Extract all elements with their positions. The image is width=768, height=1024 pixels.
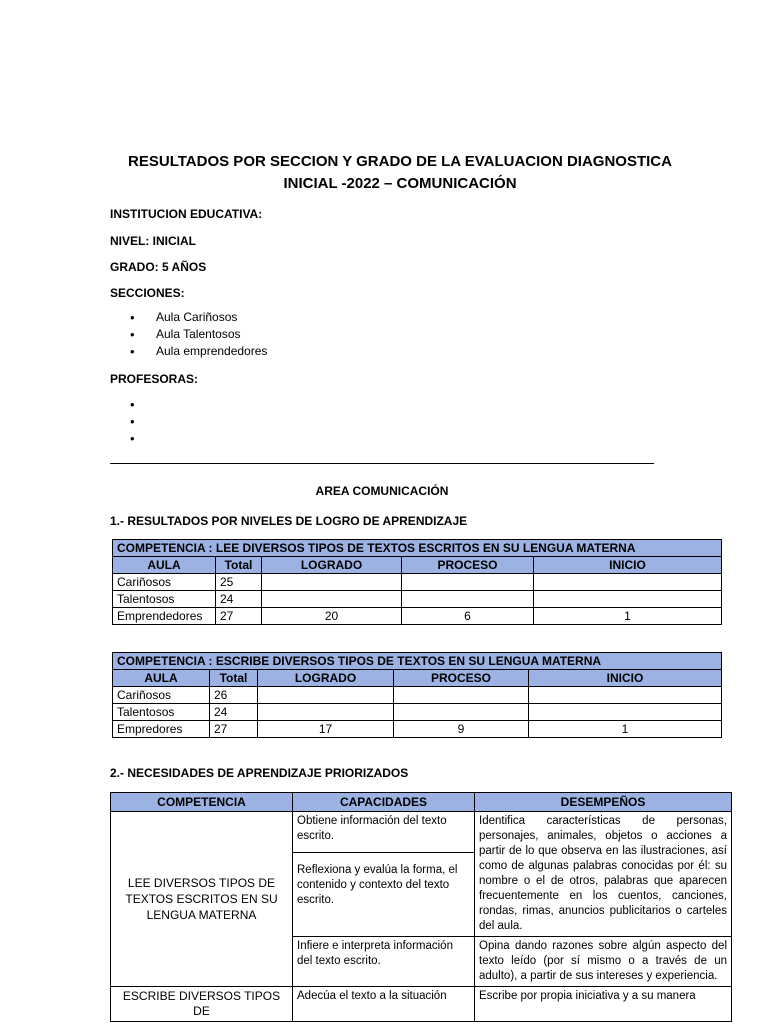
desempeno-cell: Escribe por propia iniciativa y a su manera [475, 987, 732, 1022]
list-item: • Aula Cariñosos [130, 310, 238, 325]
column-header: Total [210, 670, 258, 687]
institucion-label: INSTITUCION EDUCATIVA: [110, 207, 263, 221]
separator-line [110, 463, 654, 464]
table-row: Emprendedores 27 20 6 1 [113, 608, 722, 625]
competencia-cell: ESCRIBE DIVERSOS TIPOS DE [111, 987, 293, 1022]
table-row: Talentosos 24 [113, 704, 722, 721]
capacidad-cell: Obtiene información del texto escrito. [293, 812, 475, 853]
table-row: Talentosos 24 [113, 591, 722, 608]
column-header: LOGRADO [258, 670, 394, 687]
column-header: Total [216, 557, 262, 574]
section2-title: 2.- NECESIDADES DE APRENDIZAJE PRIORIZADOS [110, 766, 409, 780]
profesoras-label: PROFESORAS: [110, 372, 199, 386]
secciones-label: SECCIONES: [110, 286, 185, 300]
table-row: Empredores 27 17 9 1 [113, 721, 722, 738]
results-table-lee [112, 539, 722, 625]
page-title-line-1: RESULTADOS POR SECCION Y GRADO DE LA EVALUACION DIAGNOSTICA [128, 153, 672, 170]
grado-label: GRADO: 5 AÑOS [110, 260, 207, 274]
area-title: AREA COMUNICACIÓN [315, 484, 449, 498]
section1-title: 1.- RESULTADOS POR NIVELES DE LOGRO DE APRENDIZAJE [110, 514, 468, 528]
column-header: LOGRADO [262, 557, 402, 574]
column-header: INICIO [529, 670, 722, 687]
column-header: PROCESO [394, 670, 529, 687]
table-row: Cariñosos 26 [113, 687, 722, 704]
column-header: DESEMPEÑOS [475, 793, 732, 812]
list-item: • [130, 414, 135, 429]
column-header: CAPACIDADES [293, 793, 475, 812]
desempeno-cell: Identifica características de personas, personajes, animales, objetos o acciones a partir de lo que observa en las ilustraciones, así como de algunas palabras conocidas por él: su nombre o el de otros, palabras que aparecen frecuentemente en los cuentos, canciones, rondas, rimas, anuncios publicitarios o carteles del aula. [475, 812, 732, 937]
list-item: • [130, 397, 135, 412]
list-item: • [130, 431, 135, 446]
nivel-label: NIVEL: INICIAL [110, 234, 196, 248]
capacidad-cell: Reflexiona y evalúa la forma, el contenido y contexto del texto escrito. [293, 852, 475, 936]
list-item: • Aula Talentosos [130, 327, 241, 342]
table-row: Cariñosos 25 [113, 574, 722, 591]
competencia-header: COMPETENCIA : ESCRIBE DIVERSOS TIPOS DE TEXTOS EN SU LENGUA MATERNA [113, 653, 722, 670]
table-row [111, 812, 732, 853]
column-header: AULA [113, 670, 210, 687]
column-header: PROCESO [402, 557, 534, 574]
column-header: AULA [113, 557, 216, 574]
table-row [111, 987, 732, 1022]
column-header: INICIO [534, 557, 722, 574]
desempeno-cell: Opina dando razones sobre algún aspecto del texto leído (por sí mismo o a través de un adulto), a partir de sus intereses y experiencia. [475, 937, 732, 987]
capacidad-cell: Infiere e interpreta información del texto escrito. [293, 937, 475, 987]
secciones-list [110, 309, 267, 360]
results-table-escribe [112, 652, 722, 738]
needs-table [110, 792, 732, 1022]
column-header: COMPETENCIA [111, 793, 293, 812]
competencia-header: COMPETENCIA : LEE DIVERSOS TIPOS DE TEXTOS ESCRITOS EN SU LENGUA MATERNA [113, 540, 722, 557]
page-title-line-2: INICIAL -2022 – COMUNICACIÓN [283, 175, 517, 192]
profesoras-list [110, 396, 156, 447]
list-item: • Aula emprendedores [130, 344, 268, 359]
capacidad-cell: Adecúa el texto a la situación [293, 987, 475, 1022]
competencia-cell: LEE DIVERSOS TIPOS DE TEXTOS ESCRITOS EN SU LENGUA MATERNA [111, 812, 293, 987]
